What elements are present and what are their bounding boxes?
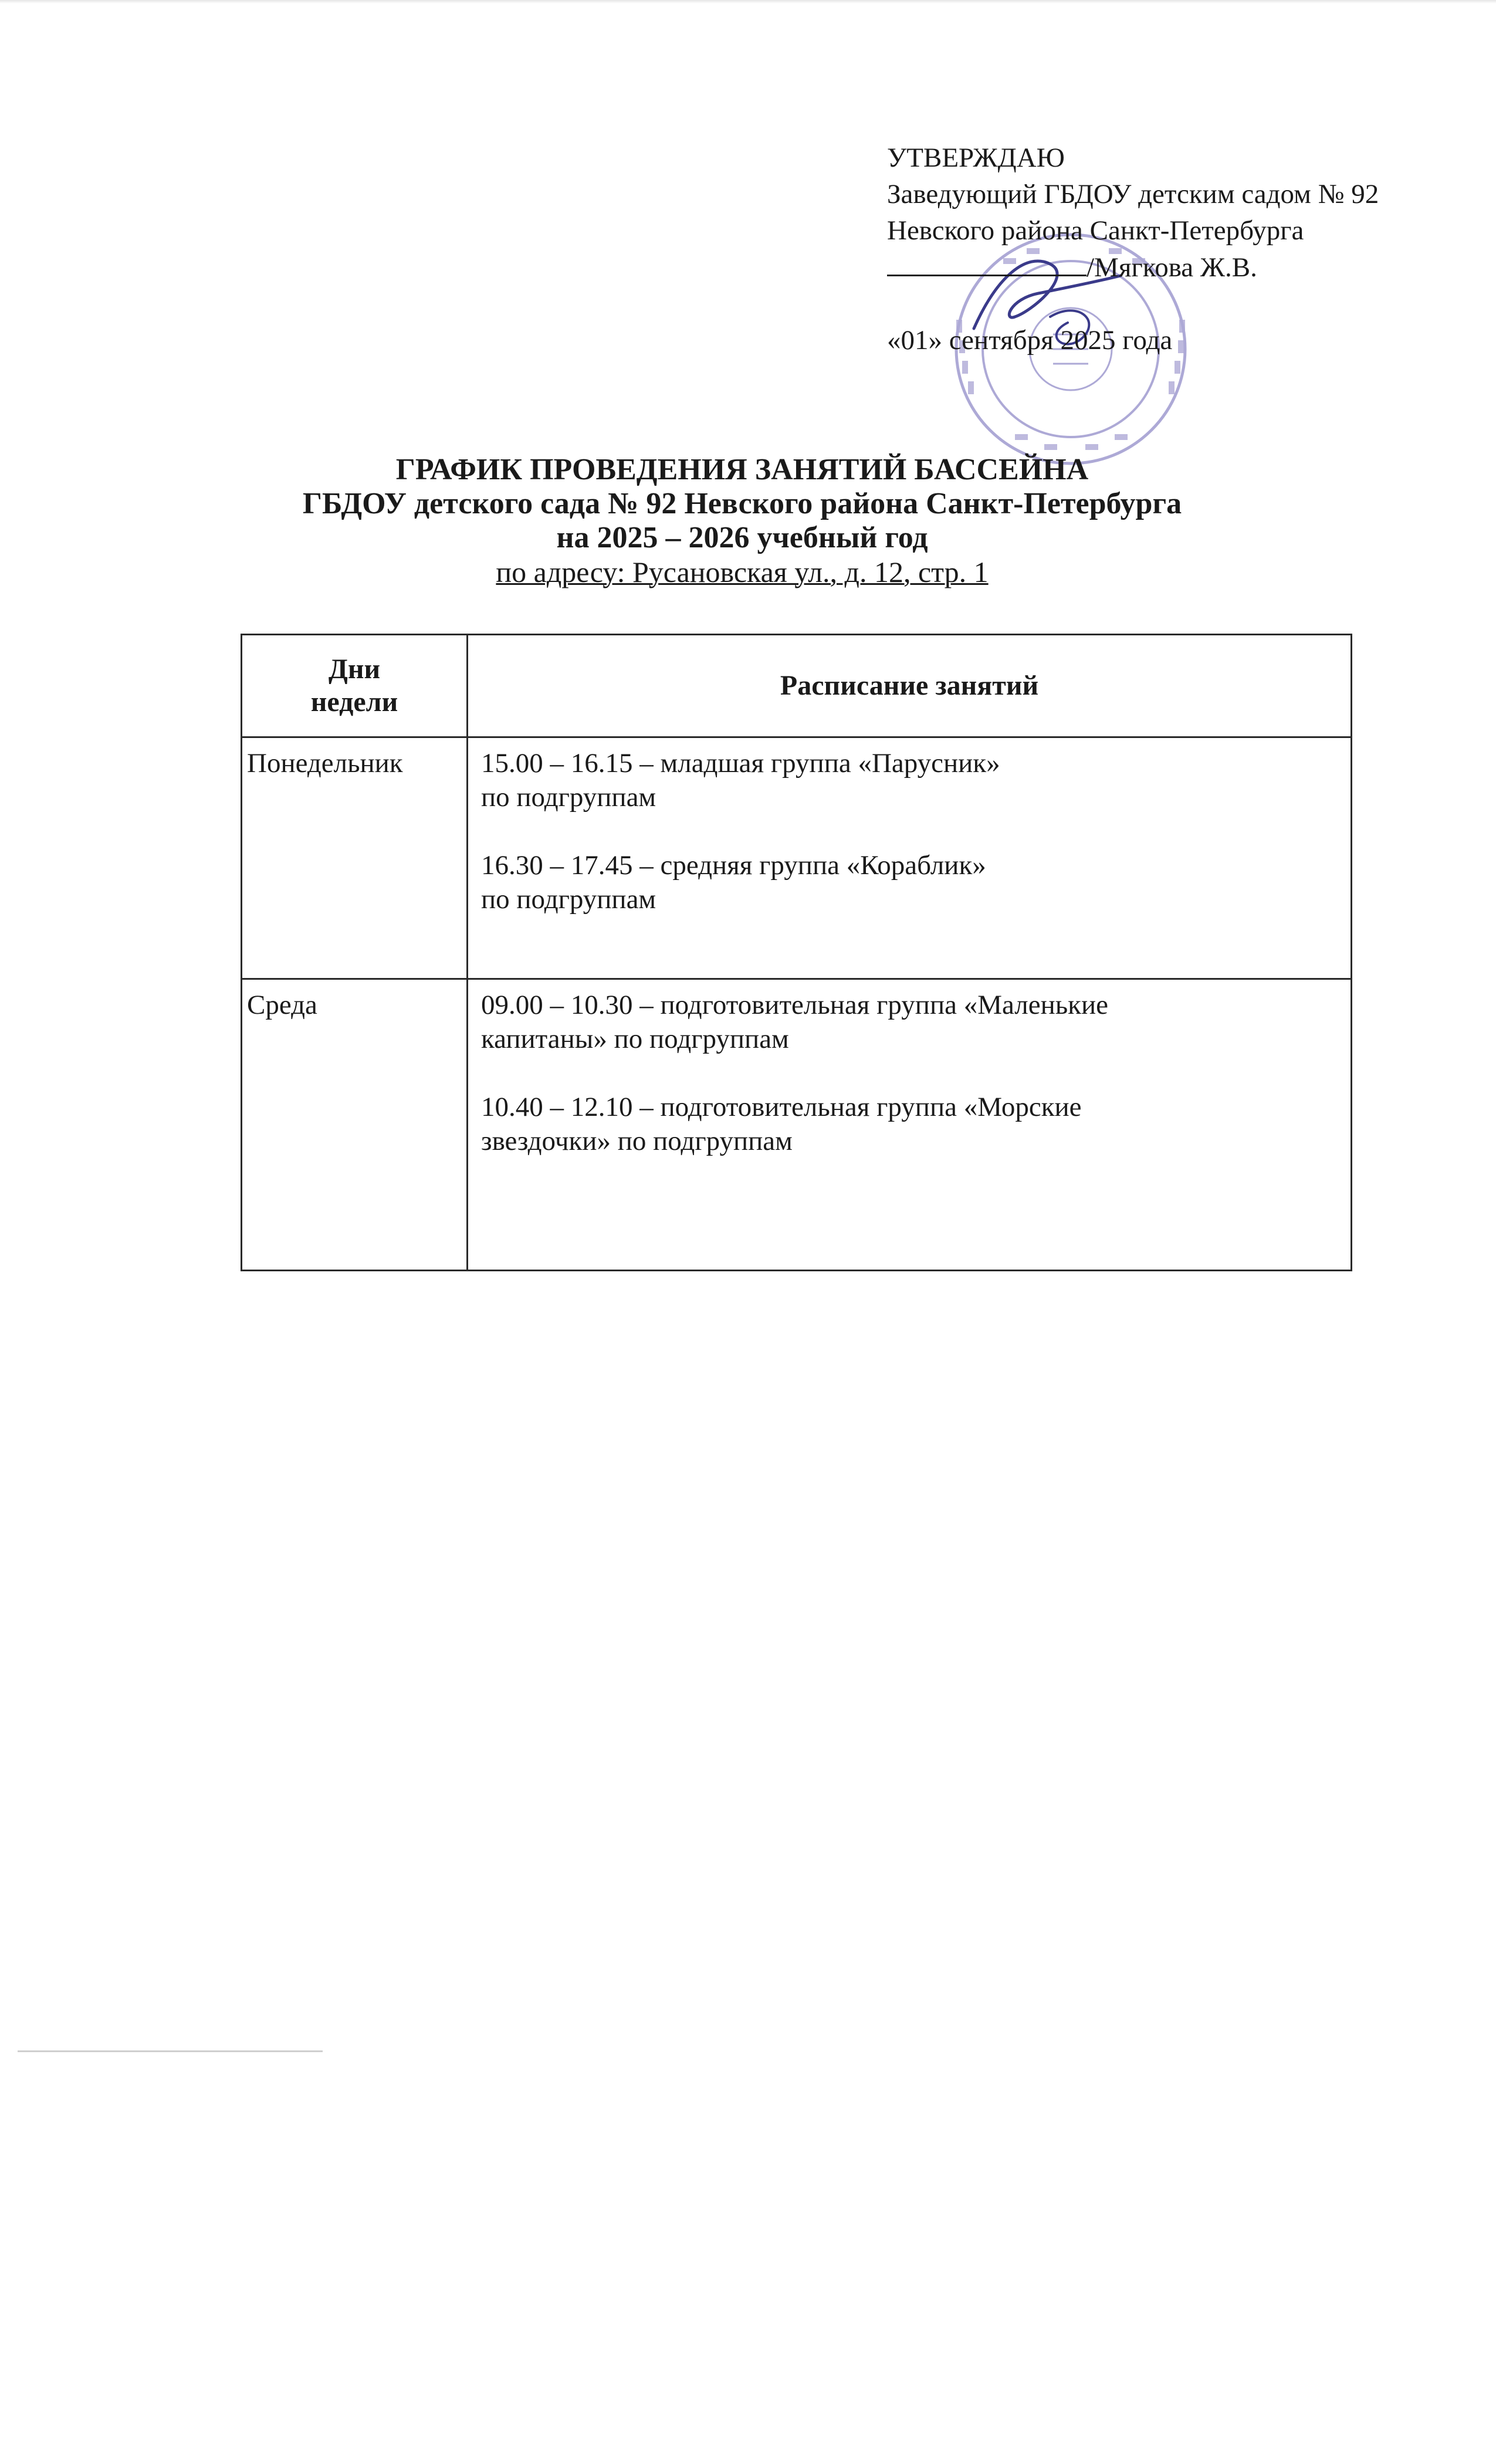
table-header-row: [242, 635, 1352, 737]
day-cell: Среда: [242, 979, 468, 1271]
schedule-cell: [468, 737, 1352, 979]
day-cell: Понедельник: [242, 737, 468, 979]
document-title-block: [176, 453, 1308, 589]
entry-line1: 15.00 – 16.15 – младшая группа «Парусник»: [481, 748, 1000, 779]
table-row: [242, 737, 1352, 979]
schedule-entry: [481, 746, 1339, 814]
schedule-cell: [468, 979, 1352, 1271]
title-address: по адресу: Русановская ул., д. 12, стр. 1: [496, 556, 989, 588]
schedule-table: [241, 634, 1352, 1271]
schedule-entry: [481, 848, 1339, 916]
signature-blank-line: [887, 249, 1087, 276]
table-row: [242, 979, 1352, 1271]
title-line2: ГБДОУ детского сада № 92 Невского района Санкт-Петербурга: [302, 487, 1182, 520]
entry-line2: по подгруппам: [481, 884, 656, 915]
approval-signature-row: [887, 249, 1450, 286]
title-line1: ГРАФИК ПРОВЕДЕНИЯ ЗАНЯТИЙ БАССЕЙНА: [395, 453, 1089, 486]
approval-position-line2: Невского района Санкт-Петербурга: [887, 215, 1304, 246]
schedule-entry: [481, 1090, 1339, 1158]
header-days-line1: Дни: [328, 654, 381, 685]
entry-line1: 10.40 – 12.10 – подготовительная группа «Морские: [481, 1092, 1082, 1122]
entry-line1: 09.00 – 10.30 – подготовительная группа «Маленькие: [481, 990, 1109, 1020]
entry-line2: капитаны» по подгруппам: [481, 1024, 789, 1054]
entry-line2: звездочки» по подгруппам: [481, 1126, 793, 1156]
header-days-line2: недели: [310, 686, 398, 717]
schedule-entry: [481, 988, 1339, 1056]
title-line3: на 2025 – 2026 учебный год: [556, 521, 928, 554]
scan-artifact-line: [18, 2050, 323, 2052]
approval-date: «01» сентября 2025 года: [887, 325, 1173, 356]
approval-heading: УТВЕРЖДАЮ: [887, 143, 1065, 173]
approval-block: [887, 140, 1450, 358]
page-top-edge: [0, 0, 1496, 4]
header-days: [242, 635, 468, 737]
approval-position-line1: Заведующий ГБДОУ детским садом № 92: [887, 179, 1379, 209]
approval-signature-name: /Мягкова Ж.В.: [1087, 252, 1257, 283]
entry-line1: 16.30 – 17.45 – средняя группа «Кораблик»: [481, 850, 986, 881]
header-schedule: Расписание занятий: [468, 635, 1352, 737]
entry-line2: по подгруппам: [481, 782, 656, 813]
